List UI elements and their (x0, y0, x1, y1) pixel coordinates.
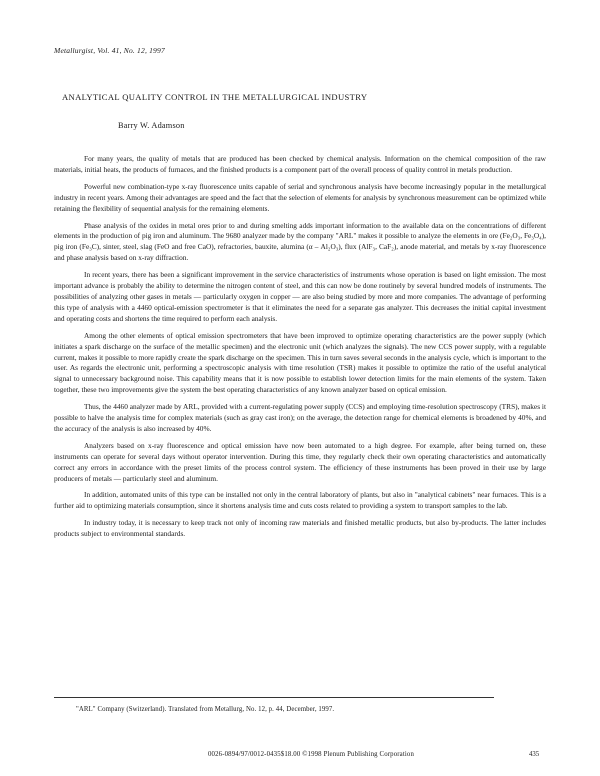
body-paragraph: Among the other elements of optical emission spectrometers that have been improved to optimize operating characteristics are the power supply (which initiates a spark discharge on the surface of the metallic specimen) and the electronic unit (which analyzes the signals). The new CCS power supply, with a regulable current, makes it possible to more rapidly create the spark discharge on the specimen. This in turn saves several seconds in the analysis cycle, which is important to the user. As regards the electronic unit, performing a spectroscopic analysis with time resolution (TSR) makes it possible to optimize the ratio of the useful analytical signal to unnecessary background noise. This capability means that it is now possible to establish lower detection limits for the main elements of the system. Taken together, these two improvements give the system the best operating characteristics of any known analyzer based on optical emission. (54, 330, 546, 395)
article-body (54, 154, 546, 546)
article-author: Barry W. Adamson (118, 121, 185, 130)
body-paragraph: Powerful new combination-type x-ray fluorescence units capable of serial and synchronous analysis have become increasingly popular in the metallurgical industry in recent years. Among their advantages are speed and the fact that the selection of elements for analysis by synchronous measurement can be optimized while retaining the flexibility of sequential analysis for the remaining elements. (54, 181, 546, 213)
body-paragraph: In industry today, it is necessary to keep track not only of incoming raw materials and finished metallic products, but also by-products. The latter includes products subject to environmental standards. (54, 518, 546, 539)
body-paragraph: In addition, automated units of this type can be installed not only in the central laboratory of plants, but also in "analytical cabinets" near furnaces. This is a further aid to optimizing materials consumption, since it shortens analysis time and cuts costs related to providing a system to transport samples to the lab. (54, 490, 546, 511)
page-footer (0, 751, 600, 763)
body-paragraph: Analyzers based on x-ray fluorescence and optical emission have now been automated to a high degree. For example, after being turned on, these instruments can operate for several days without operator intervention. During this time, they regularly check their own operating characteristics and automatically correct any errors in accordance with the preset limits of the process control system. The efficiency of these instruments has been proved in their use by large producers of metals — particularly steel and aluminum. (54, 440, 546, 483)
body-paragraph: In recent years, there has been a significant improvement in the service characteristics of instruments whose operation is based on light emission. The most important advance is probably the ability to determine the nitrogen content of steel, and this can now be done routinely by several hundred models of instruments. The possibilities of analyzing other gases in metals — particularly oxygen in copper — are also being studied by more and more companies. The advantage of performing this type of analysis with a 4460 optical-emission spectrometer is that it eliminates the need for a separate gas analyzer. This decreases the initial capital investment and operating costs and shortens the time required to perform each analysis. (54, 270, 546, 323)
copyright-line: 0026-0894/97/0012-0435$18.00 ©1998 Plenum Publishing Corporation (208, 751, 415, 758)
body-paragraph: For many years, the quality of metals that are produced has been checked by chemical analysis. Information on the chemical composition of the raw materials, initial heats, the products of furnaces, and the finished products is a component part of the overall process of quality control in metals production. (54, 154, 546, 174)
page-number: 435 (529, 751, 540, 758)
body-paragraph: Phase analysis of the oxides in metal ores prior to and during smelting adds important information to the available data on the concentrations of different elements in the production of pig iron and aluminum. The 9680 analyzer made by the company "ARL" makes it possible to analyze the elements in ore (Fe₂O₃, Fe₃O₄), pig iron (Fe₃C), sinter, steel, slag (FeO and free CaO), refractories, bauxite, alumina (α – Al₂O₃), flux (AlF₃, CaF₂), anode material, and metals by x-ray fluorescence and phase analysis based on x-ray diffraction. (54, 220, 546, 263)
footnote-divider (54, 697, 494, 698)
footnote: "ARL" Company (Switzerland). Translated from Metallurg, No. 12, p. 44, December, 1997. (76, 706, 335, 713)
body-paragraph: Thus, the 4460 analyzer made by ARL, provided with a current-regulating power supply (CCS) and employing time-resolution spectroscopy (TRS), makes it possible to halve the analysis time for complex materials (such as gray cast iron); on the average, the detection range for chemical elements is broadened by 40%, and the accuracy of the analysis is also increased by 40%. (54, 402, 546, 433)
journal-citation: Metallurgist, Vol. 41, No. 12, 1997 (54, 46, 165, 55)
article-title: ANALYTICAL QUALITY CONTROL IN THE METALLURGICAL INDUSTRY (62, 92, 368, 102)
